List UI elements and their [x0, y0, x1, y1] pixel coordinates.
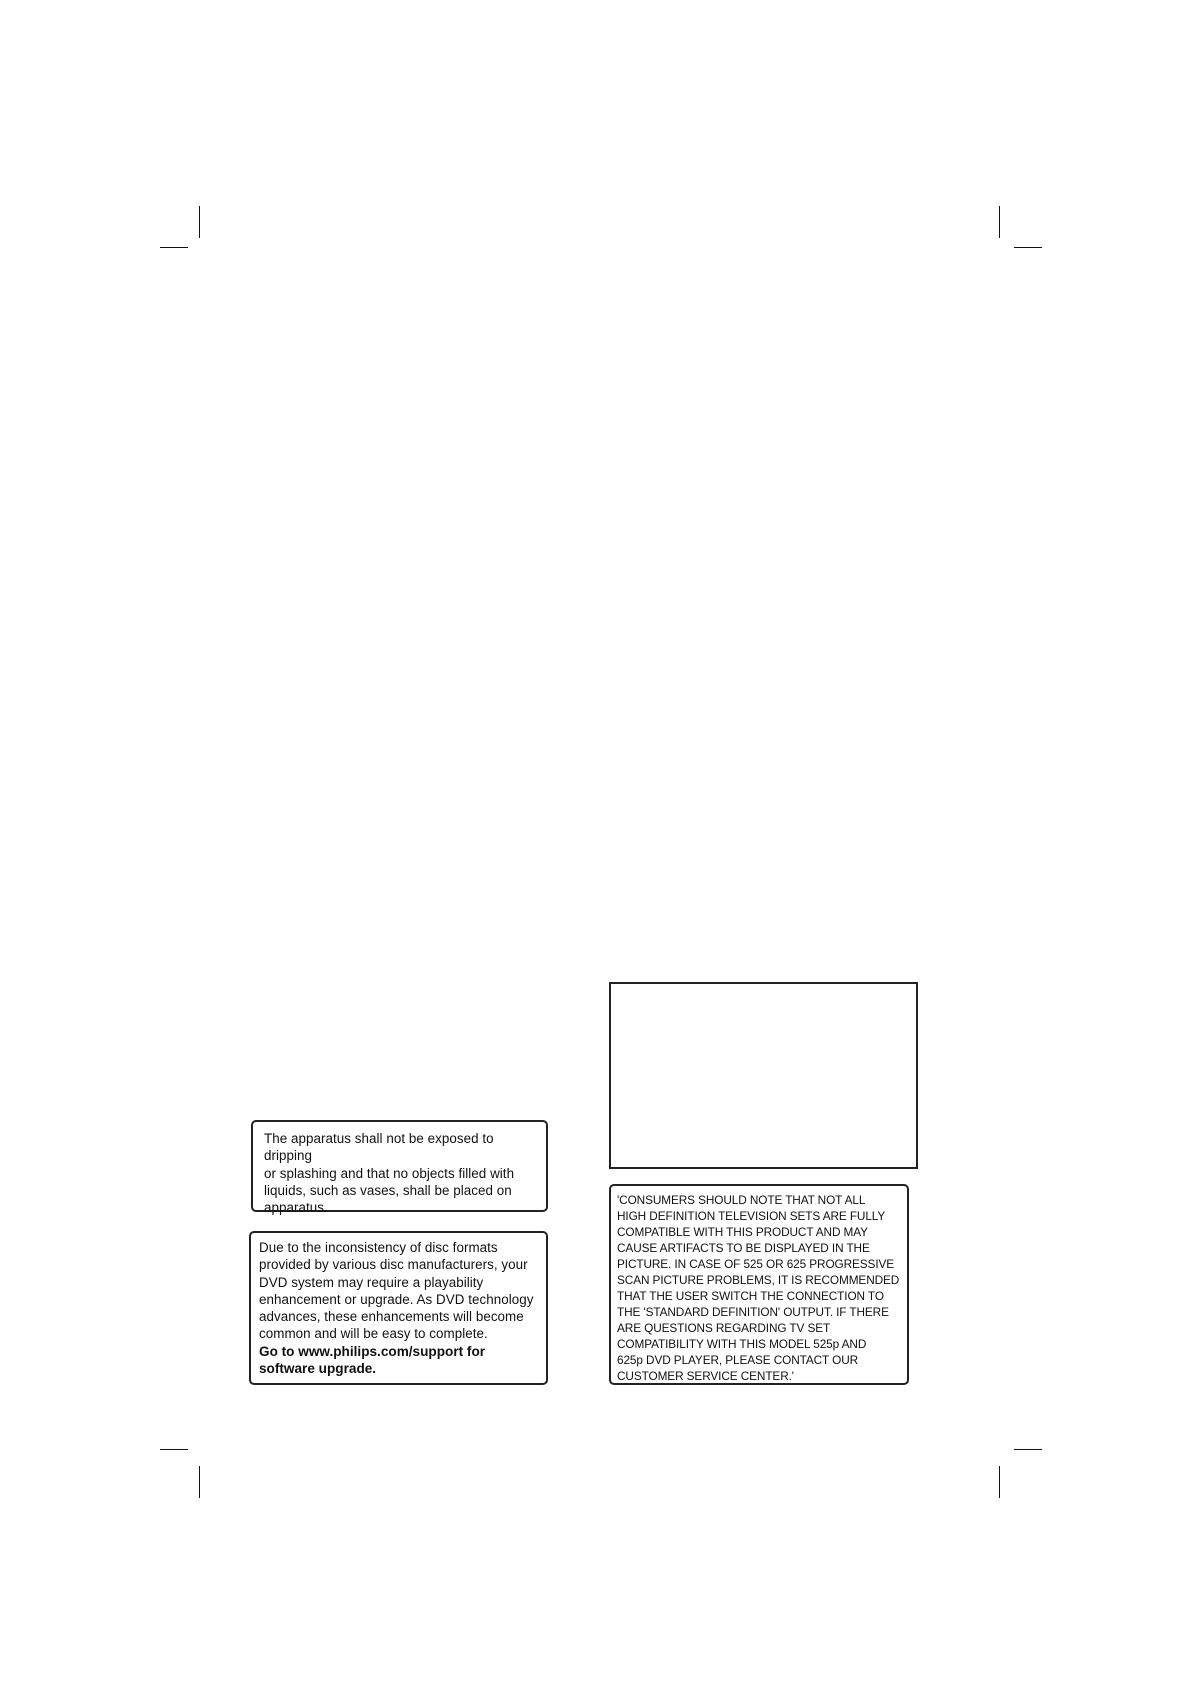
upgrade-notice-box — [249, 1231, 548, 1385]
upgrade-notice-text: Due to the inconsistency of disc formats provided by various disc manufacturers, your DVD system may require a playability enhancement or upgrade. As DVD technology advances, these enhancements will become common and will be easy to complete. — [259, 1240, 534, 1342]
crop-mark-bottom-left-horizontal — [160, 1449, 188, 1450]
upgrade-notice-link-text: Go to www.philips.com/support for software upgrade. — [259, 1343, 486, 1377]
dripping-warning-box — [251, 1120, 548, 1216]
blank-frame-box — [609, 982, 918, 1169]
crop-mark-bottom-right-horizontal — [1014, 1449, 1042, 1450]
crop-mark-top-left-vertical — [199, 206, 200, 238]
crop-mark-top-right-vertical — [999, 206, 1000, 238]
crop-mark-top-right-horizontal — [1014, 247, 1042, 248]
hdtv-compatibility-notice-text: 'CONSUMERS SHOULD NOTE THAT NOT ALL HIGH DEFINITION TELEVISION SETS ARE FULLY COMPATIBLE WITH THIS PRODUCT AND MAY CAUSE ARTIFACTS TO BE DISPLAYED IN THE PICTURE. IN CASE OF 525 OR 625 PROGRESSIVE SCAN PICTURE PROBLEMS, IT IS RECOMMENDED THAT THE USER SWITCH THE CONNECTION TO THE 'STANDARD DEFINITION' OUTPUT. IF THERE ARE QUESTIONS REGARDING TV SET COMPATIBILITY WITH THIS MODEL 525p AND 625p DVD PLAYER, PLEASE CONTACT OUR CUSTOMER SERVICE CENTER.' — [617, 1193, 900, 1383]
hdtv-compatibility-notice-box — [609, 1184, 909, 1385]
crop-mark-bottom-right-vertical — [999, 1466, 1000, 1498]
crop-mark-top-left-horizontal — [160, 247, 188, 248]
dripping-warning-text: The apparatus shall not be exposed to dripping or splashing and that no objects filled with liquids, such as vases, shall be placed on apparatus. — [264, 1131, 515, 1216]
crop-mark-bottom-left-vertical — [199, 1466, 200, 1498]
